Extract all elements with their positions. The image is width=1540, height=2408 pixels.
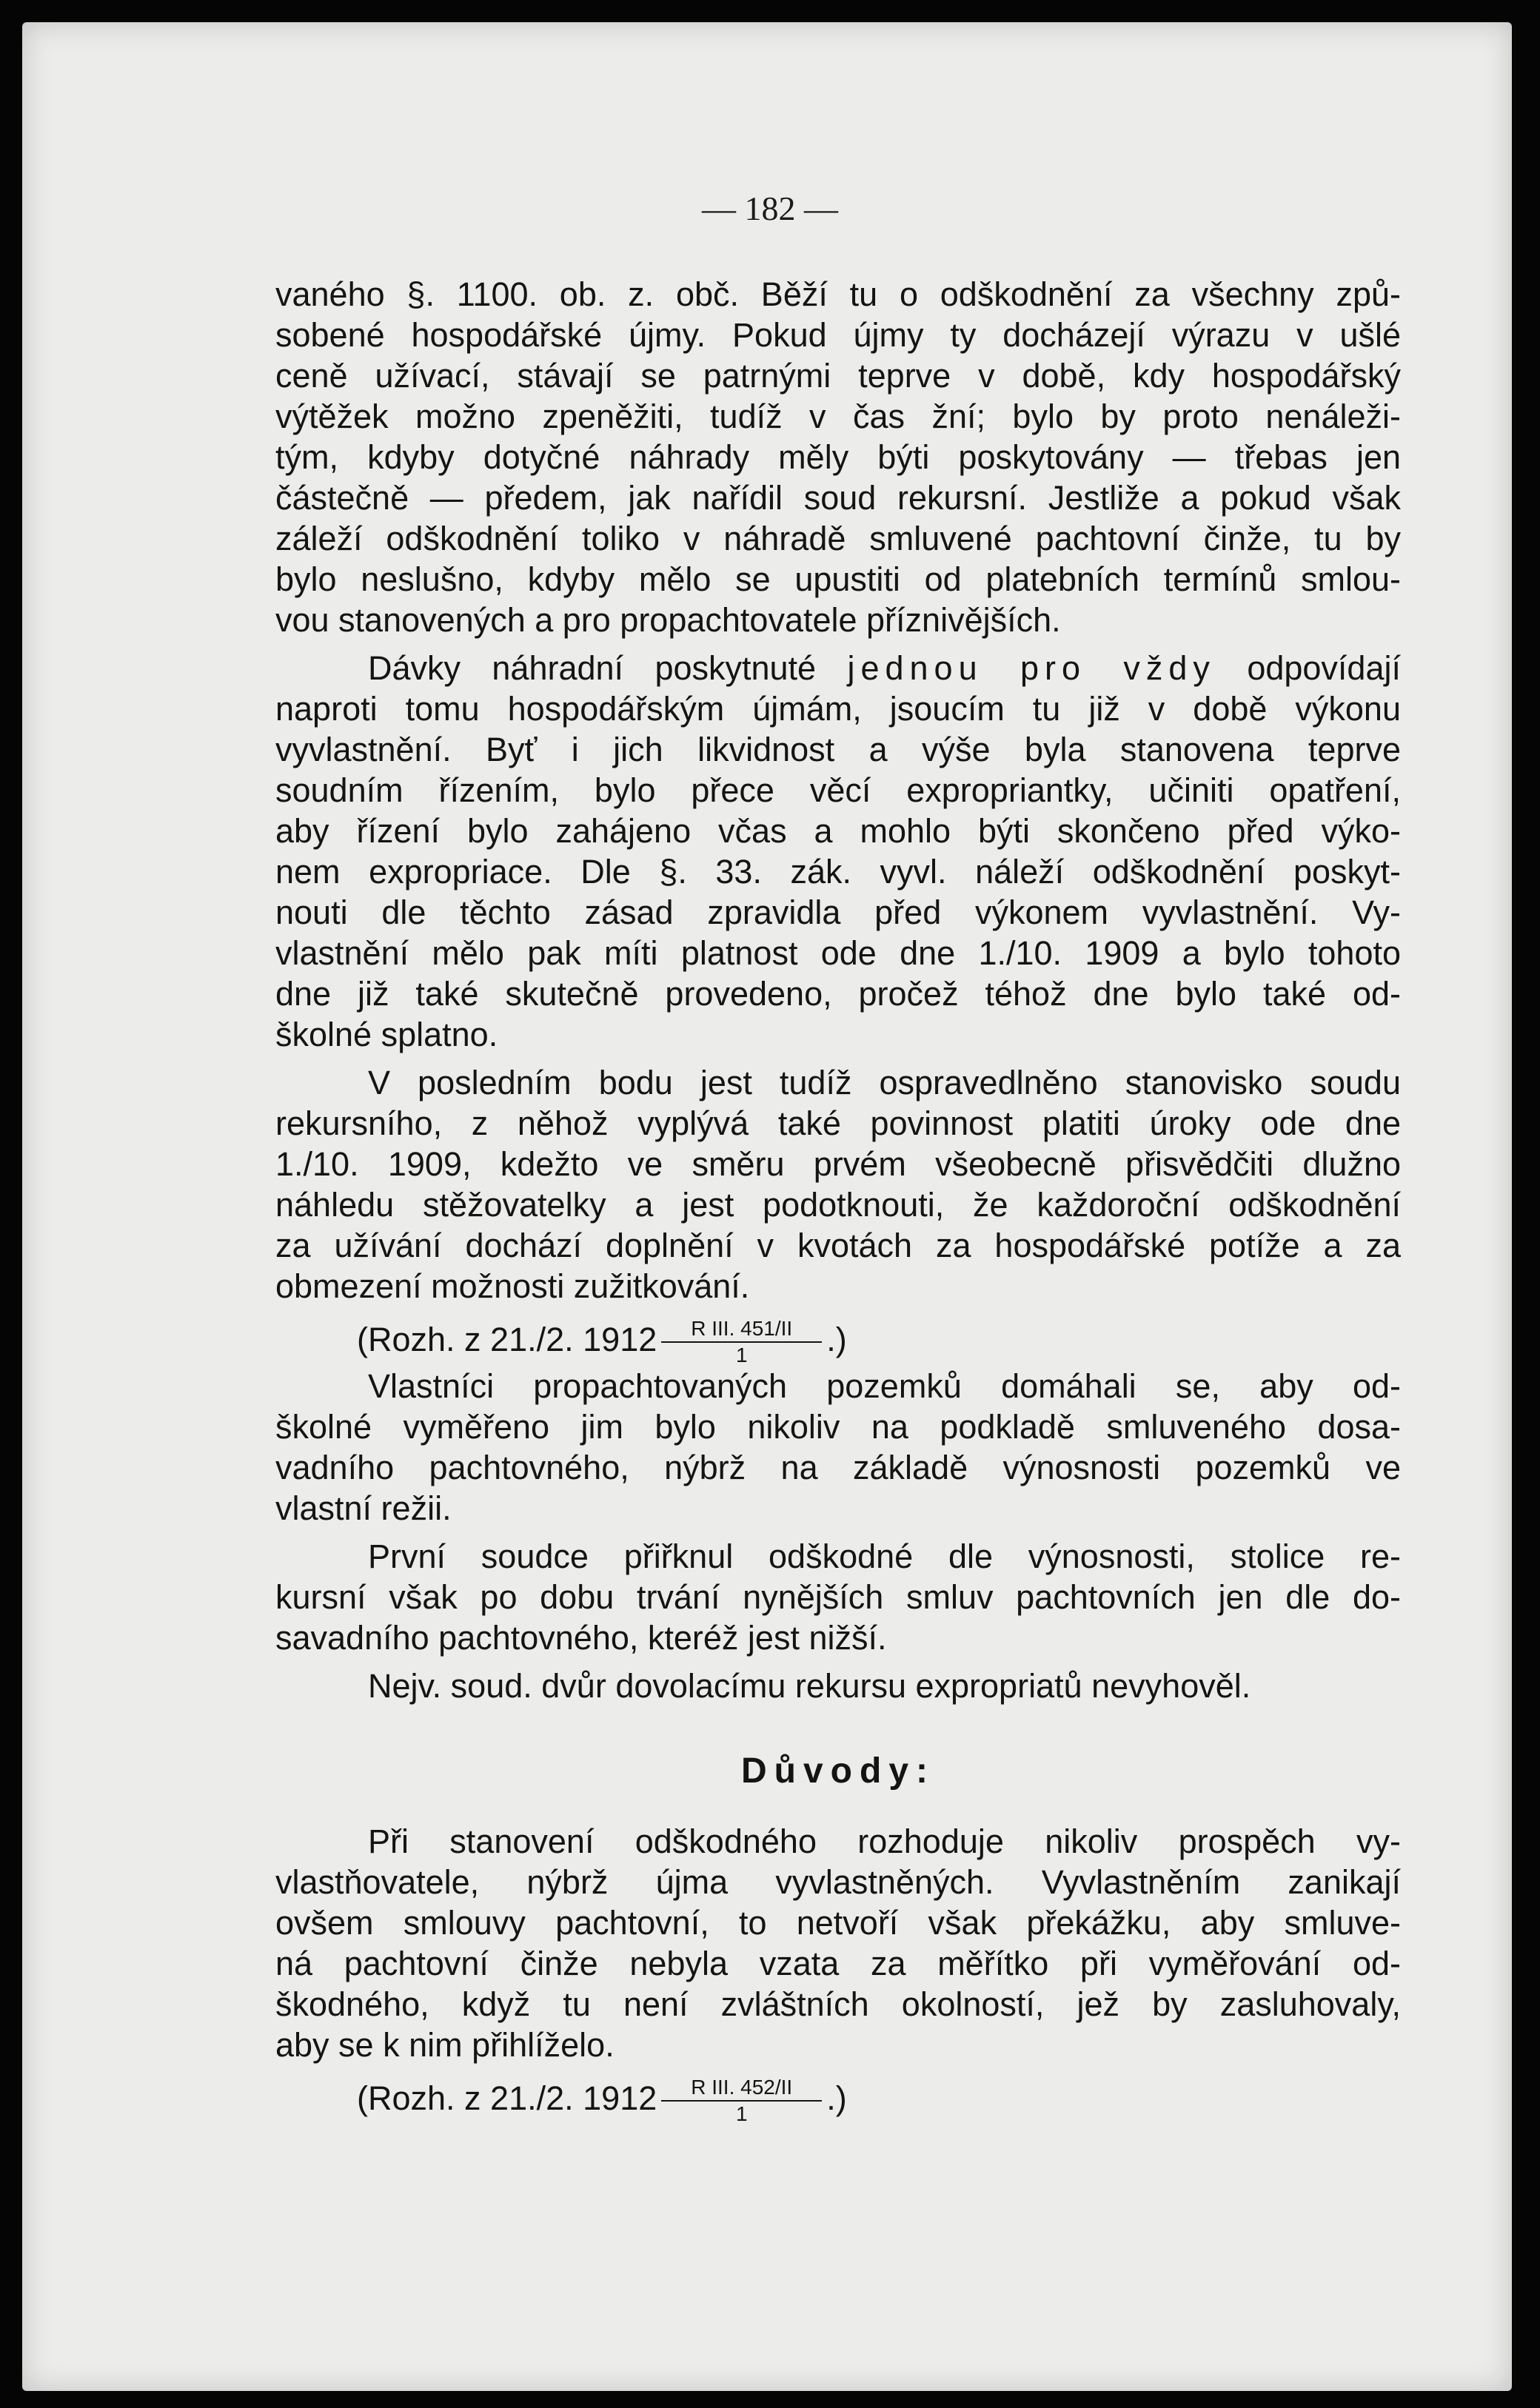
- text-line: 1./10. 1909, kdežto ve směru prvém všeobecně přisvědčiti dlužno: [275, 1145, 1401, 1183]
- paragraph-5: [275, 1536, 1401, 1658]
- document-body: [275, 274, 1401, 2124]
- text-line: vlastňovatele, nýbrž újma vyvlastněných. Vyvlastněním zanikají: [275, 1863, 1401, 1901]
- text-line: aby řízení bylo zahájeno včas a mohlo býti skončeno před výko-: [275, 812, 1401, 850]
- section-heading: Důvody:: [741, 1751, 935, 1791]
- text-line: soudním řízením, bylo přece věcí expropriantky, učiniti opatření,: [275, 771, 1401, 809]
- text-line: Při stanovení odškodného rozhoduje nikoliv prospěch vy-: [368, 1822, 1401, 1860]
- text-line: První soudce přiřknul odškodné dle výnosnosti, stolice re-: [368, 1537, 1401, 1575]
- paragraph-4: [275, 1366, 1401, 1529]
- text-line: tým, kdyby dotyčné náhrady měly býti poskytovány — třebas jen: [275, 438, 1401, 476]
- text-line: Dávky náhradní poskytnuté jednou pro vždy odpovídají: [368, 649, 1401, 687]
- citation-numerator: R III. 452/II: [661, 2076, 822, 2102]
- citation-fraction: [661, 1318, 822, 1366]
- text-line: škodného, když tu není zvláštních okolností, jež by zasluhovaly,: [275, 1985, 1401, 2023]
- text-line: Nejv. soud. dvůr dovolacímu rekursu expropriatů nevyhověl.: [368, 1667, 1251, 1705]
- citation-numerator: R III. 451/II: [661, 1318, 822, 1343]
- paragraph-3: [275, 1062, 1401, 1307]
- paragraph-2: [275, 648, 1401, 1055]
- text-line: vou stanovených a pro propachtovatele příznivějších.: [275, 601, 1061, 639]
- citation-2: [275, 2073, 1401, 2124]
- text-line: vaného §. 1100. ob. z. obč. Běží tu o odškodnění za všechny způ-: [275, 275, 1401, 313]
- text-line: školné splatno.: [275, 1016, 498, 1053]
- paragraph-6: [275, 1666, 1401, 1706]
- citation-suffix: .): [826, 2079, 847, 2117]
- text-line: záleží odškodnění toliko v náhradě smluvené pachtovní činže, tu by: [275, 520, 1401, 557]
- text-line: nouti dle těchto zásad zpravidla před výkonem vyvlastnění. Vy-: [275, 893, 1401, 931]
- paragraph-1: [275, 274, 1401, 640]
- citation-fraction: [661, 2076, 822, 2125]
- citation-prefix: (Rozh. z 21./2. 1912: [357, 2079, 657, 2117]
- text-line: náhledu stěžovatelky a jest podotknouti, že každoroční odškodnění: [275, 1186, 1401, 1224]
- citation-denominator: 1: [735, 1344, 748, 1367]
- text-line: savadního pachtovného, kteréž jest nižší.: [275, 1619, 887, 1657]
- text-line: ceně užívací, stávají se patrnými teprve v době, kdy hospodářský: [275, 357, 1401, 395]
- page-number: — 182 —: [702, 190, 838, 227]
- citation-1: [275, 1314, 1401, 1366]
- text-line: ovšem smlouvy pachtovní, to netvoří však překážku, aby smluve-: [275, 1904, 1401, 1942]
- text-line: vlastní režii.: [275, 1489, 452, 1527]
- text-line: bylo neslušno, kdyby mělo se upustiti od platebních termínů smlou-: [275, 560, 1401, 598]
- text-line: ná pachtovní činže nebyla vzata za měřítko při vyměřování od-: [275, 1945, 1401, 1982]
- emphasized-phrase: jednou pro vždy: [847, 649, 1216, 687]
- text-line: rekursního, z něhož vyplývá také povinnost platiti úroky ode dne: [275, 1104, 1401, 1142]
- text-line: částečně — předem, jak nařídil soud rekursní. Jestliže a pokud však: [275, 479, 1401, 517]
- text-line: Vlastníci propachtovaných pozemků domáhali se, aby od-: [368, 1367, 1401, 1405]
- paragraph-7: [275, 1821, 1401, 2065]
- text-line: vadního pachtovného, nýbrž na základě výnosnosti pozemků ve: [275, 1449, 1401, 1486]
- text-line: kursní však po dobu trvání nynějších smluv pachtovních jen dle do-: [275, 1578, 1401, 1616]
- text-line: nem expropriace. Dle §. 33. zák. vyvl. náleží odškodnění poskyt-: [275, 853, 1401, 891]
- text-line: vlastnění mělo pak míti platnost ode dne 1./10. 1909 a bylo tohoto: [275, 934, 1401, 972]
- text-line: školné vyměřeno jim bylo nikoliv na podkladě smluveného dosa-: [275, 1408, 1401, 1446]
- text-line: výtěžek možno zpeněžiti, tudíž v čas žní; bylo by proto nenáleži-: [275, 398, 1401, 435]
- text-line: naproti tomu hospodářským újmám, jsoucím tu již v době výkonu: [275, 690, 1401, 728]
- text-line: dne již také skutečně provedeno, pročež téhož dne bylo také od-: [275, 975, 1401, 1013]
- text-line: sobené hospodářské újmy. Pokud újmy ty docházejí výrazu v ušlé: [275, 316, 1401, 354]
- text-line: za užívání dochází doplnění v kvotách za hospodářské potíže a za: [275, 1227, 1401, 1264]
- text-line: vyvlastnění. Byť i jich likvidnost a výše byla stanovena teprve: [275, 731, 1401, 768]
- text-line: obmezení možnosti zužitkování.: [275, 1267, 750, 1305]
- text-line: aby se k nim přihlíželo.: [275, 2026, 615, 2064]
- citation-suffix: .): [826, 1321, 847, 1358]
- citation-denominator: 1: [735, 2102, 748, 2126]
- text-line: V posledním bodu jest tudíž ospravedlněno stanovisko soudu: [368, 1064, 1401, 1101]
- citation-prefix: (Rozh. z 21./2. 1912: [357, 1321, 657, 1358]
